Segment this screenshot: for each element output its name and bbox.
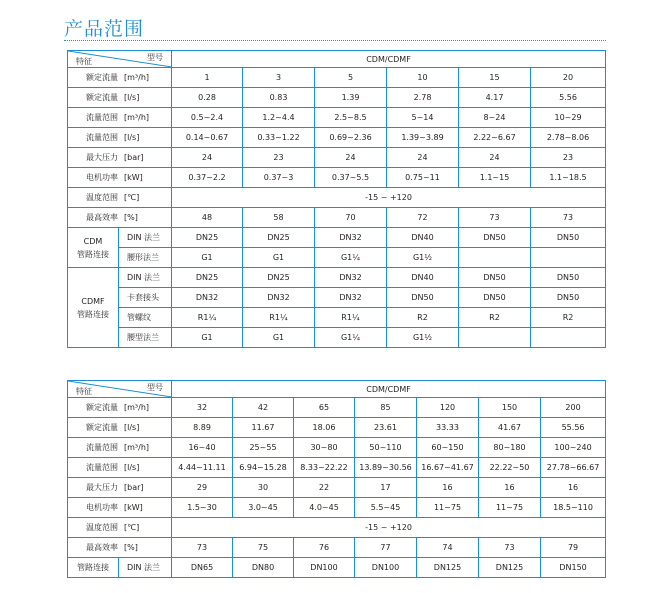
row-label-cell bbox=[68, 438, 172, 458]
connection-type: 腰形法兰 bbox=[119, 248, 172, 268]
value-cell: G1½ bbox=[387, 328, 459, 348]
value-cell: DN150 bbox=[541, 558, 606, 578]
connection-type: 腰型法兰 bbox=[119, 328, 172, 348]
value-cell: R2 bbox=[459, 308, 531, 328]
row-label: 流量范围 bbox=[86, 113, 118, 122]
model-header: CDM/CDMF bbox=[172, 51, 606, 68]
value-cell: 23 bbox=[243, 148, 315, 168]
table-row bbox=[68, 68, 606, 88]
table-row bbox=[68, 438, 606, 458]
value-cell: 73 bbox=[459, 208, 531, 228]
row-label-cell bbox=[68, 418, 172, 438]
row-label-cell bbox=[68, 398, 172, 418]
row-label-cell bbox=[68, 458, 172, 478]
table-header-row bbox=[68, 381, 606, 398]
value-cell: DN32 bbox=[315, 288, 387, 308]
table-row bbox=[68, 328, 606, 348]
value-cell: DN25 bbox=[243, 228, 315, 248]
row-unit: [kW] bbox=[124, 503, 143, 512]
value-cell: DN40 bbox=[387, 228, 459, 248]
value-cell: DN50 bbox=[531, 228, 606, 248]
value-cell: 72 bbox=[387, 208, 459, 228]
table-row bbox=[68, 418, 606, 438]
row-unit: [%] bbox=[124, 213, 138, 222]
row-unit: [m³/h] bbox=[124, 443, 150, 452]
value-cell: R2 bbox=[531, 308, 606, 328]
row-label: 流量范围 bbox=[86, 463, 118, 472]
table-row bbox=[68, 168, 606, 188]
corner-feature-label: 特征 bbox=[76, 57, 92, 66]
value-cell: 13.89~30.56 bbox=[355, 458, 417, 478]
value-cell: 85 bbox=[355, 398, 417, 418]
value-cell: 18.5~110 bbox=[541, 498, 606, 518]
value-cell: 150 bbox=[479, 398, 541, 418]
table-row bbox=[68, 498, 606, 518]
table-row bbox=[68, 128, 606, 148]
value-cell: DN100 bbox=[294, 558, 355, 578]
row-label: 最高效率 bbox=[86, 213, 118, 222]
group-label-cell: 管路连接 bbox=[68, 558, 119, 578]
value-cell: 16.67~41.67 bbox=[417, 458, 479, 478]
product-range-table-1 bbox=[67, 50, 606, 348]
table-row bbox=[68, 188, 606, 208]
value-cell: 73 bbox=[479, 538, 541, 558]
value-cell: 0.37~3 bbox=[243, 168, 315, 188]
value-cell: 74 bbox=[417, 538, 479, 558]
table-row bbox=[68, 208, 606, 228]
value-cell: DN50 bbox=[387, 288, 459, 308]
value-cell: G1 bbox=[172, 248, 243, 268]
row-unit: [bar] bbox=[124, 483, 144, 492]
value-cell: 8~24 bbox=[459, 108, 531, 128]
row-label: 电机功率 bbox=[86, 503, 118, 512]
corner-cell bbox=[68, 381, 172, 398]
value-cell: G1 bbox=[172, 328, 243, 348]
value-cell: 3 bbox=[243, 68, 315, 88]
value-cell: 30~80 bbox=[294, 438, 355, 458]
value-cell: 0.69~2.36 bbox=[315, 128, 387, 148]
row-label: 最大压力 bbox=[86, 153, 118, 162]
value-cell: 23 bbox=[531, 148, 606, 168]
table-row bbox=[68, 398, 606, 418]
table-header-row bbox=[68, 51, 606, 68]
value-cell: 0.28 bbox=[172, 88, 243, 108]
value-cell: DN50 bbox=[459, 268, 531, 288]
row-label-cell bbox=[68, 88, 172, 108]
value-cell: DN40 bbox=[387, 268, 459, 288]
row-unit: [l/s] bbox=[124, 423, 140, 432]
corner-feature-label: 特征 bbox=[76, 387, 92, 396]
value-cell: G1¼ bbox=[315, 328, 387, 348]
row-label-cell bbox=[68, 108, 172, 128]
corner-model-label: 型号 bbox=[147, 383, 163, 392]
value-cell: R1¼ bbox=[243, 308, 315, 328]
row-label: 温度范围 bbox=[86, 193, 118, 202]
value-cell: DN100 bbox=[355, 558, 417, 578]
table-row bbox=[68, 518, 606, 538]
value-cell: 79 bbox=[541, 538, 606, 558]
value-cell: 23.61 bbox=[355, 418, 417, 438]
value-cell: 65 bbox=[294, 398, 355, 418]
value-cell: 16~40 bbox=[172, 438, 233, 458]
value-cell: DN32 bbox=[243, 288, 315, 308]
value-cell: 60~150 bbox=[417, 438, 479, 458]
temperature-value: -15 ~ +120 bbox=[172, 188, 606, 208]
row-label: 额定流量 bbox=[86, 93, 118, 102]
value-cell: 24 bbox=[459, 148, 531, 168]
group-label-cell bbox=[68, 228, 119, 268]
value-cell: 70 bbox=[315, 208, 387, 228]
value-cell: 11.67 bbox=[233, 418, 294, 438]
value-cell: 5 bbox=[315, 68, 387, 88]
value-cell: R1¼ bbox=[172, 308, 243, 328]
value-cell: 42 bbox=[233, 398, 294, 418]
row-label-cell bbox=[68, 68, 172, 88]
value-cell: 55.56 bbox=[541, 418, 606, 438]
value-cell: DN32 bbox=[172, 288, 243, 308]
row-label: 流量范围 bbox=[86, 133, 118, 142]
value-cell: G1½ bbox=[387, 248, 459, 268]
table-row bbox=[68, 88, 606, 108]
value-cell: 50~110 bbox=[355, 438, 417, 458]
table-row bbox=[68, 308, 606, 328]
value-cell: 22 bbox=[294, 478, 355, 498]
table-row bbox=[68, 558, 606, 578]
value-cell: 76 bbox=[294, 538, 355, 558]
row-label-cell bbox=[68, 518, 172, 538]
value-cell: 200 bbox=[541, 398, 606, 418]
value-cell: DN25 bbox=[243, 268, 315, 288]
row-label: 流量范围 bbox=[86, 443, 118, 452]
value-cell: 16 bbox=[541, 478, 606, 498]
row-unit: [℃] bbox=[124, 523, 140, 532]
value-cell: 75 bbox=[233, 538, 294, 558]
table-row bbox=[68, 478, 606, 498]
value-cell: 48 bbox=[172, 208, 243, 228]
value-cell: 10~29 bbox=[531, 108, 606, 128]
row-label: 最高效率 bbox=[86, 543, 118, 552]
value-cell: 2.22~6.67 bbox=[459, 128, 531, 148]
value-cell: 4.44~11.11 bbox=[172, 458, 233, 478]
connection-type: DIN 法兰 bbox=[119, 228, 172, 248]
value-cell: 3.0~45 bbox=[233, 498, 294, 518]
table-row bbox=[68, 248, 606, 268]
value-cell: 32 bbox=[172, 398, 233, 418]
row-unit: [bar] bbox=[124, 153, 144, 162]
table-row bbox=[68, 538, 606, 558]
row-unit: [l/s] bbox=[124, 463, 140, 472]
value-cell: DN50 bbox=[531, 268, 606, 288]
row-unit: [l/s] bbox=[124, 133, 140, 142]
value-cell: 5~14 bbox=[387, 108, 459, 128]
value-cell: 11~75 bbox=[417, 498, 479, 518]
value-cell: 5.56 bbox=[531, 88, 606, 108]
row-unit: [m³/h] bbox=[124, 113, 150, 122]
table-row bbox=[68, 108, 606, 128]
corner-model-label: 型号 bbox=[147, 53, 163, 62]
table-row bbox=[68, 148, 606, 168]
group-label-line1: CDMF bbox=[81, 296, 105, 306]
value-cell: 58 bbox=[243, 208, 315, 228]
value-cell: 0.75~11 bbox=[387, 168, 459, 188]
value-cell: 2.78~8.06 bbox=[531, 128, 606, 148]
value-cell: 120 bbox=[417, 398, 479, 418]
value-cell: 4.0~45 bbox=[294, 498, 355, 518]
value-cell: 0.33~1.22 bbox=[243, 128, 315, 148]
row-label: 额定流量 bbox=[86, 403, 118, 412]
value-cell: DN32 bbox=[315, 268, 387, 288]
value-cell: DN125 bbox=[417, 558, 479, 578]
value-cell: 1.5~30 bbox=[172, 498, 233, 518]
corner-cell bbox=[68, 51, 172, 68]
row-label: 最大压力 bbox=[86, 483, 118, 492]
value-cell: 8.33~22.22 bbox=[294, 458, 355, 478]
connection-type: DIN 法兰 bbox=[119, 268, 172, 288]
row-unit: [m³/h] bbox=[124, 73, 150, 82]
row-label-cell bbox=[68, 128, 172, 148]
row-label: 额定流量 bbox=[86, 73, 118, 82]
value-cell: 30 bbox=[233, 478, 294, 498]
value-cell: 1.39 bbox=[315, 88, 387, 108]
value-cell: DN125 bbox=[479, 558, 541, 578]
row-unit: [%] bbox=[124, 543, 138, 552]
value-cell: 73 bbox=[172, 538, 233, 558]
value-cell: 33.33 bbox=[417, 418, 479, 438]
value-cell: 41.67 bbox=[479, 418, 541, 438]
value-cell: 11~75 bbox=[479, 498, 541, 518]
temperature-value: -15 ~ +120 bbox=[172, 518, 606, 538]
value-cell: 5.5~45 bbox=[355, 498, 417, 518]
value-cell: DN50 bbox=[459, 228, 531, 248]
value-cell: 1.39~3.89 bbox=[387, 128, 459, 148]
value-cell: DN25 bbox=[172, 268, 243, 288]
value-cell: 0.5~2.4 bbox=[172, 108, 243, 128]
group-label-line2: 管路连接 bbox=[77, 249, 109, 259]
value-cell: 24 bbox=[315, 148, 387, 168]
value-cell: 20 bbox=[531, 68, 606, 88]
value-cell: 16 bbox=[417, 478, 479, 498]
value-cell: 77 bbox=[355, 538, 417, 558]
table-row bbox=[68, 458, 606, 478]
row-label-cell bbox=[68, 188, 172, 208]
value-cell: DN25 bbox=[172, 228, 243, 248]
value-cell: 6.94~15.28 bbox=[233, 458, 294, 478]
table-row bbox=[68, 268, 606, 288]
value-cell: 10 bbox=[387, 68, 459, 88]
product-range-table-2 bbox=[67, 380, 606, 578]
value-cell: 22.22~50 bbox=[479, 458, 541, 478]
value-cell: 73 bbox=[531, 208, 606, 228]
row-unit: [l/s] bbox=[124, 93, 140, 102]
value-cell: DN32 bbox=[315, 228, 387, 248]
row-unit: [℃] bbox=[124, 193, 140, 202]
value-cell bbox=[459, 328, 531, 348]
value-cell: 0.37~5.5 bbox=[315, 168, 387, 188]
value-cell: DN50 bbox=[459, 288, 531, 308]
value-cell: 16 bbox=[479, 478, 541, 498]
value-cell: 0.83 bbox=[243, 88, 315, 108]
value-cell: 2.5~8.5 bbox=[315, 108, 387, 128]
value-cell: G1¼ bbox=[315, 248, 387, 268]
value-cell: 80~180 bbox=[479, 438, 541, 458]
value-cell: 2.78 bbox=[387, 88, 459, 108]
value-cell: 29 bbox=[172, 478, 233, 498]
value-cell bbox=[531, 328, 606, 348]
group-label-line2: 管路连接 bbox=[77, 309, 109, 319]
row-label-cell bbox=[68, 168, 172, 188]
row-label: 温度范围 bbox=[86, 523, 118, 532]
row-label: 电机功率 bbox=[86, 173, 118, 182]
value-cell: DN80 bbox=[233, 558, 294, 578]
value-cell: G1 bbox=[243, 328, 315, 348]
value-cell bbox=[531, 248, 606, 268]
row-label: 额定流量 bbox=[86, 423, 118, 432]
value-cell: G1 bbox=[243, 248, 315, 268]
value-cell: 100~240 bbox=[541, 438, 606, 458]
value-cell: 24 bbox=[387, 148, 459, 168]
value-cell: 25~55 bbox=[233, 438, 294, 458]
value-cell: 15 bbox=[459, 68, 531, 88]
row-label-cell bbox=[68, 498, 172, 518]
value-cell: 27.78~66.67 bbox=[541, 458, 606, 478]
value-cell bbox=[459, 248, 531, 268]
row-label-cell bbox=[68, 538, 172, 558]
value-cell: 1 bbox=[172, 68, 243, 88]
value-cell: 17 bbox=[355, 478, 417, 498]
value-cell: R2 bbox=[387, 308, 459, 328]
model-header: CDM/CDMF bbox=[172, 381, 606, 398]
value-cell: 1.2~4.4 bbox=[243, 108, 315, 128]
value-cell: DN65 bbox=[172, 558, 233, 578]
value-cell: 4.17 bbox=[459, 88, 531, 108]
group-label-cell bbox=[68, 268, 119, 348]
row-label-cell bbox=[68, 478, 172, 498]
value-cell: R1¼ bbox=[315, 308, 387, 328]
value-cell: 8.89 bbox=[172, 418, 233, 438]
row-label-cell bbox=[68, 148, 172, 168]
table-row bbox=[68, 228, 606, 248]
value-cell: 18.06 bbox=[294, 418, 355, 438]
group-label-line1: CDM bbox=[83, 236, 103, 246]
value-cell: 24 bbox=[172, 148, 243, 168]
connection-type: 管螺纹 bbox=[119, 308, 172, 328]
title-divider bbox=[64, 40, 606, 41]
row-unit: [m³/h] bbox=[124, 403, 150, 412]
value-cell: 0.14~0.67 bbox=[172, 128, 243, 148]
table-row bbox=[68, 288, 606, 308]
page-title: 产品范围 bbox=[64, 18, 145, 40]
value-cell: DN50 bbox=[531, 288, 606, 308]
row-unit: [kW] bbox=[124, 173, 143, 182]
value-cell: 0.37~2.2 bbox=[172, 168, 243, 188]
value-cell: 1.1~18.5 bbox=[531, 168, 606, 188]
value-cell: 1.1~15 bbox=[459, 168, 531, 188]
connection-type: DIN 法兰 bbox=[119, 558, 172, 578]
connection-type: 卡套接头 bbox=[119, 288, 172, 308]
row-label-cell bbox=[68, 208, 172, 228]
